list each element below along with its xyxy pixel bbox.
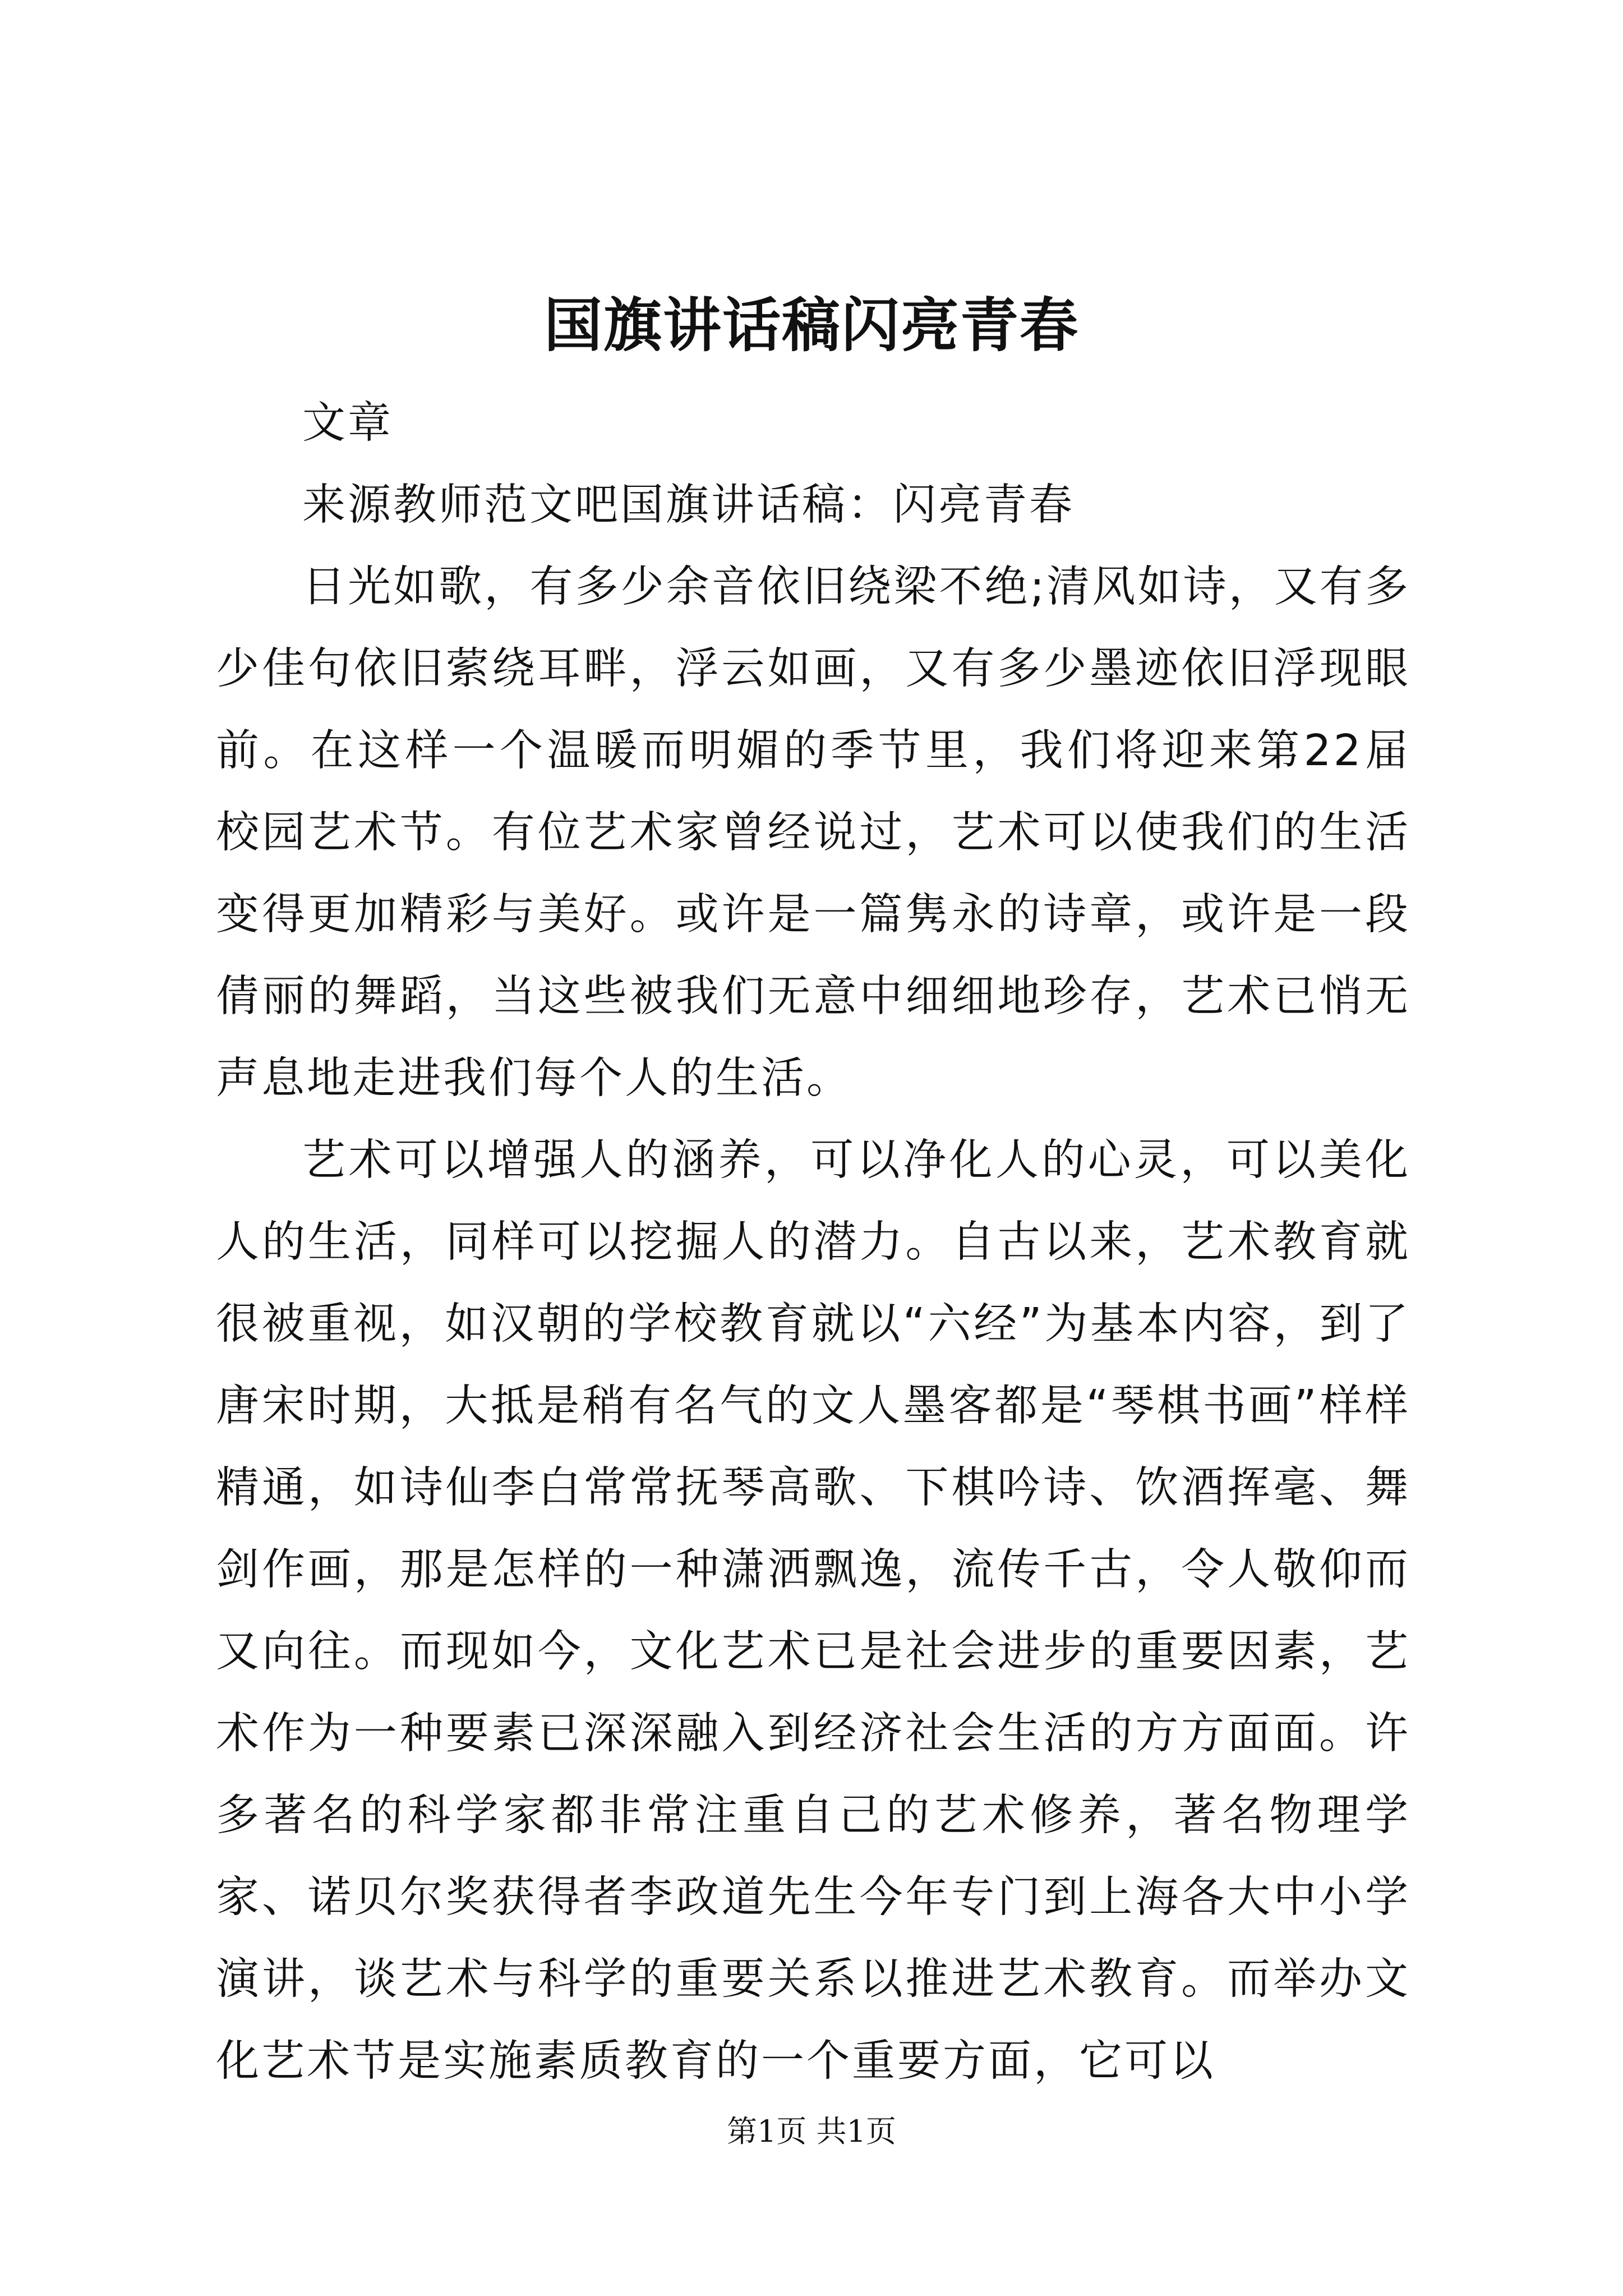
page-number-footer: 第1页 共1页 — [727, 2114, 896, 2149]
paragraph-category: 文章 — [302, 398, 393, 448]
document-body — [216, 383, 1410, 2102]
paragraph-intro: 日光如歌，有多少余音依旧绕梁不绝;清风如诗，又有多少佳句依旧萦绕耳畔，浮云如画，又有多少墨迹依旧浮现眼前。在这样一个温暖而明媚的季节里，我们将迎来第22届校园艺术节。有位艺术家曾经说过，艺术可以使我们的生活变得更加精彩与美好。或许是一篇隽永的诗章，或许是一段倩丽的舞蹈，当这些被我们无意中细细地珍存，艺术已悄无声息地走进我们每个人的生活。 — [216, 562, 1410, 1103]
paragraph-art-education: 艺术可以增强人的涵养，可以净化人的心灵，可以美化人的生活，同样可以挖掘人的潜力。自古以来，艺术教育就很被重视，如汉朝的学校教育就以“六经”为基本内容，到了唐宋时期，大抵是稍有名气的文人墨客都是“琴棋书画”样样精通，如诗仙李白常常抚琴高歌、下棋吟诗、饮酒挥毫、舞剑作画，那是怎样的一种潇洒飘逸，流传千古，令人敬仰而又向往。而现如今，文化艺术已是社会进步的重要因素，艺术作为一种要素已深深融入到经济社会生活的方方面面。许多著名的科学家都非常注重自己的艺术修养，著名物理学家、诺贝尔奖获得者李政道先生今年专门到上海各大中小学演讲，谈艺术与科学的重要关系以推进艺术教育。而举办文化艺术节是实施素质教育的一个重要方面，它可以 — [216, 1135, 1410, 2086]
paragraph-source: 来源教师范文吧国旗讲话稿：闪亮青春 — [302, 480, 1075, 530]
document-title: 国旗讲话稿闪亮青春 — [543, 291, 1079, 360]
